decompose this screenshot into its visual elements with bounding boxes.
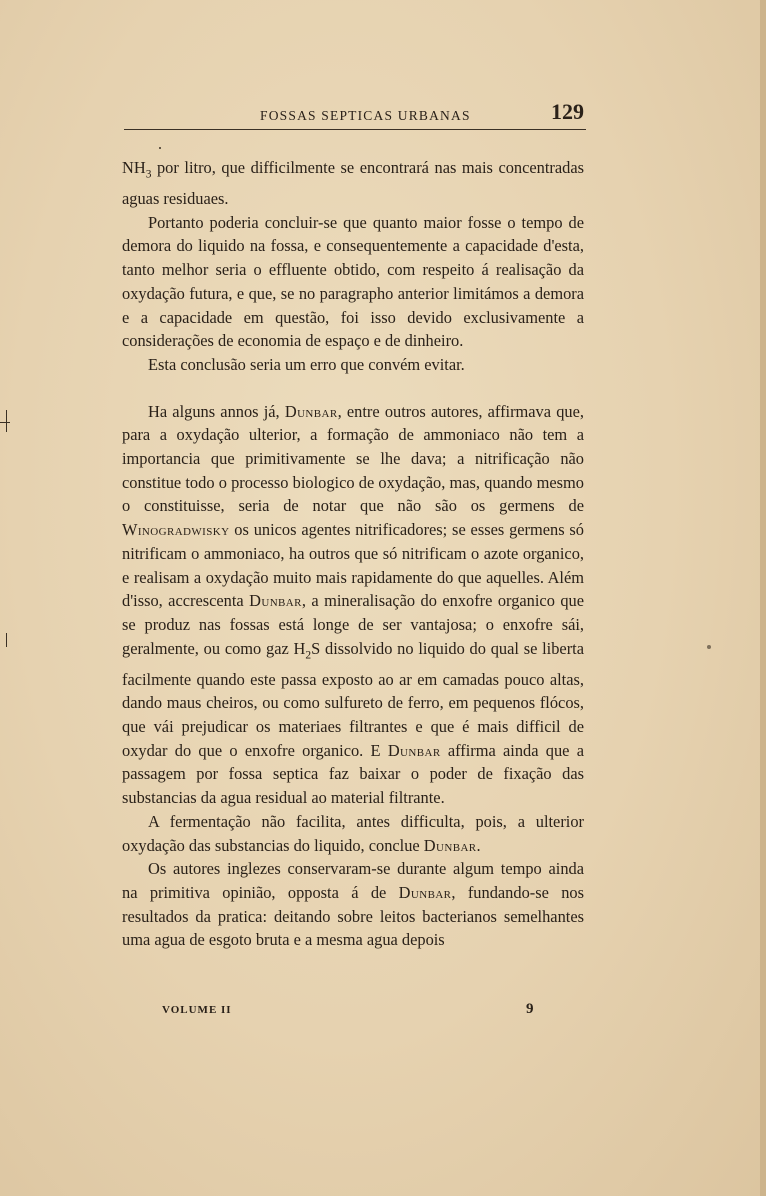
text-run: affirma ainda que a passagem por fossa septica faz baixar o poder de fixação das substancias da agua residual ao material filtrante. (122, 740, 584, 808)
text-run: NH (122, 158, 146, 177)
text-run: Os autores inglezes conservaram-se durante algum tempo ainda na primitiva opinião, opposta á de (122, 859, 584, 902)
ink-speck (707, 645, 711, 649)
text-run: , fundando-se nos resultados da pratica: deitando sobre leitos bacterianos semelhantes uma agua de esgoto bruta e a mesma agua depois (122, 882, 584, 950)
paragraph (122, 211, 584, 353)
margin-tick (0, 422, 10, 423)
text-run: A fermentação não facilita, antes difficulta, pois, a ulterior oxydação das substancias do liquido, conclue (122, 811, 584, 855)
text-run: Esta conclusão seria um erro que convém evitar. (148, 354, 465, 374)
header-rule (124, 129, 586, 130)
author-name: Dunbar (387, 740, 441, 760)
page-number: 129 (551, 99, 584, 124)
page-header (124, 98, 584, 128)
text-run: S dissolvido no liquido do qual se liberta facilmente quando este passa exposto ao ar em camadas pouco altas, dando maus cheiros, ou como sulfureto de ferro, em pequenos flócos, que vái prejudicar os materiaes filtrantes e que é mais difficil de oxydar do que o enxofre organico. E (122, 638, 584, 760)
ink-speck (159, 147, 161, 149)
volume-label: VOLUME II (162, 1004, 232, 1016)
subscript: 2 (305, 648, 312, 661)
text-run: Portanto poderia concluir-se que quanto maior fosse o tempo de demora do liquido na fossa, e consequentemente a capacidade d'esta, tanto melhor seria o effluente obtido, com respeito á realisação da oxydação futura, e que, se no paragrapho anterior limitámos a demora e a capacidade em questão, foi isso devido exclusivamente a considerações de economia de espaço e de dinheiro. (122, 212, 584, 351)
author-name: Dunbar (249, 591, 302, 611)
text-run: , a mineralisação do enxofre organico que se produz nas fossas está longe de ser vantajosa; o enxofre sái, geralmente, ou como gaz H (122, 591, 584, 658)
text-run: . (476, 835, 481, 855)
paragraph (122, 353, 584, 377)
text-run: por litro, que difficilmente se encontrará nas mais concentradas aguas residuaes. (122, 158, 584, 208)
author-name: Dunbar (284, 401, 338, 421)
author-name: Dunbar (423, 835, 477, 855)
margin-tick (6, 410, 7, 432)
signature-mark: 9 (526, 1001, 534, 1017)
subscript: 3 (145, 168, 152, 181)
running-title: FOSSAS SEPTICAS URBANAS (260, 108, 471, 123)
text-run: , entre outros autores, affirmava que, para a oxydação ulterior, a formação de ammoniaco não tem a importancia que primitivamente se lhe dava; a nitrificação não constitue todo o processo biologico de oxydação, mas, quando mesmo o constituisse, seria de notar que não são os germens de (122, 401, 584, 516)
author-name: Dunbar (398, 882, 452, 902)
margin-tick (6, 633, 7, 647)
paragraph (122, 400, 584, 810)
paragraph (122, 156, 584, 211)
paragraph (122, 810, 584, 857)
text-run: os unicos agentes nitrificadores; se esses germens só nitrificam o ammoniaco, ha outros que só nitrificam o azote organico, e realisam a oxydação muito mais rapidamente do que aquelles. Além d'isso, accrescenta (122, 520, 584, 611)
body-text (122, 156, 584, 952)
text-run: Ha alguns annos já, (148, 401, 285, 421)
page-footer (162, 1001, 542, 1026)
author-name: Winogradwisky (122, 520, 230, 540)
paragraph (122, 857, 584, 952)
